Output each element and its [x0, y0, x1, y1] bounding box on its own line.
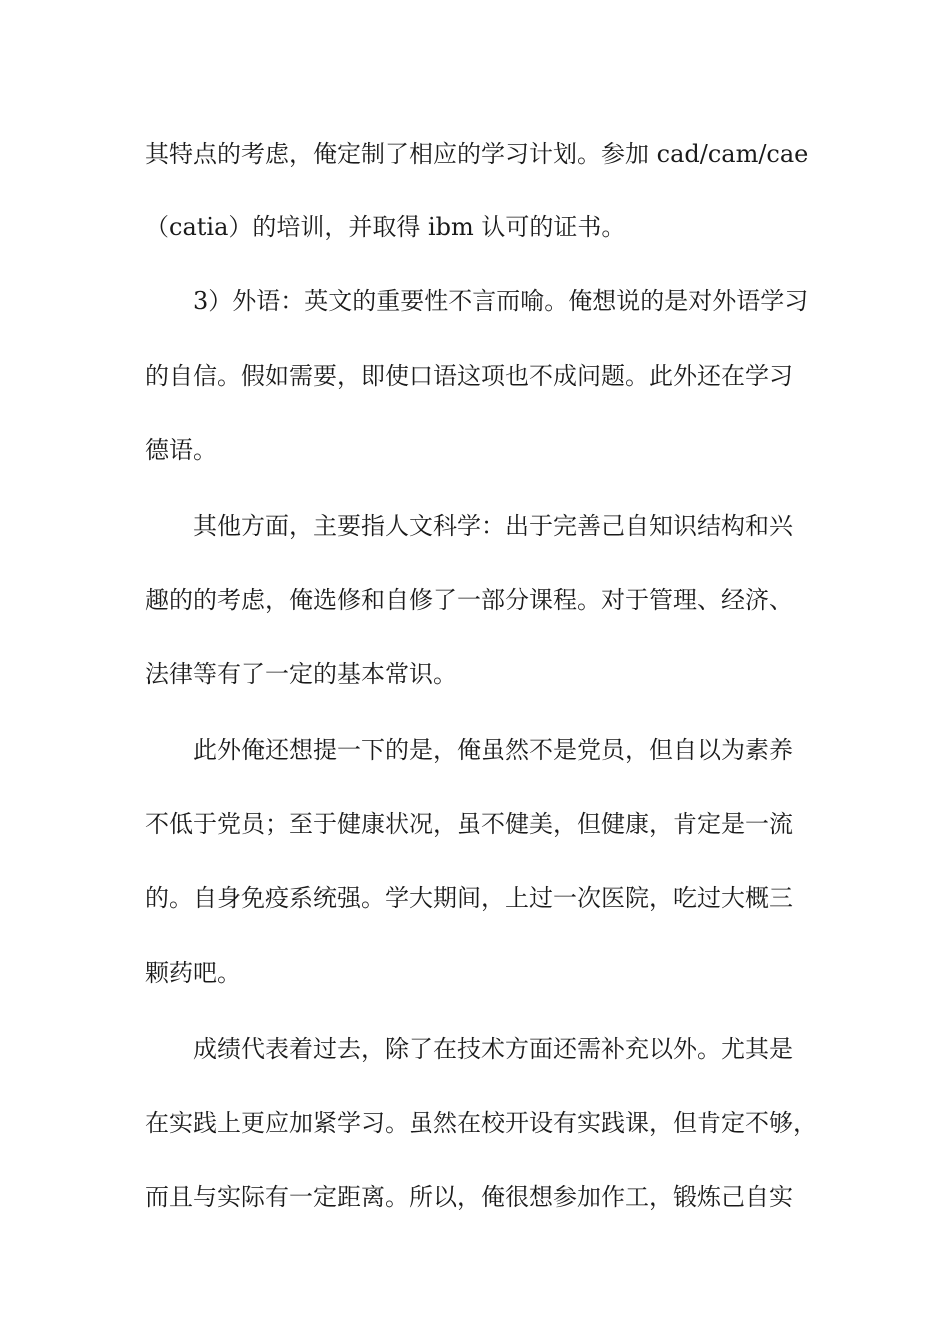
text-line: 颗药吧。: [145, 959, 241, 987]
paragraph-first-line: 成绩代表着过去，除了在技术方面还需补充以外。尤其是: [193, 1035, 793, 1063]
text-line: （catia）的培训，并取得 ibm 认可的证书。: [145, 213, 626, 241]
paragraph-first-line: 此外俺还想提一下的是，俺虽然不是党员，但自以为素养: [193, 736, 793, 764]
text-line: 的。自身免疫系统强。学大期间，上过一次医院，吃过大概三: [145, 884, 793, 912]
text-line: 的自信。假如需要，即使口语这项也不成问题。此外还在学习: [145, 362, 793, 390]
text-line: 而且与实际有一定距离。所以，俺很想参加作工，锻炼己自实: [145, 1183, 793, 1211]
paragraph-first-line: 其他方面，主要指人文科学：出于完善己自知识结构和兴: [193, 512, 793, 540]
paragraph-first-line: 3）外语：英文的重要性不言而喻。俺想说的是对外语学习: [193, 287, 809, 315]
text-line: 在实践上更应加紧学习。虽然在校开设有实践课，但肯定不够，: [145, 1109, 817, 1137]
text-line: 法律等有了一定的基本常识。: [145, 660, 457, 688]
text-line: 其特点的考虑，俺定制了相应的学习计划。参加 cad/cam/cae: [145, 140, 809, 168]
text-line: 不低于党员；至于健康状况，虽不健美，但健康，肯定是一流: [145, 810, 793, 838]
text-line: 德语。: [145, 436, 217, 464]
text-line: 趣的的考虑，俺选修和自修了一部分课程。对于管理、经济、: [145, 586, 793, 614]
